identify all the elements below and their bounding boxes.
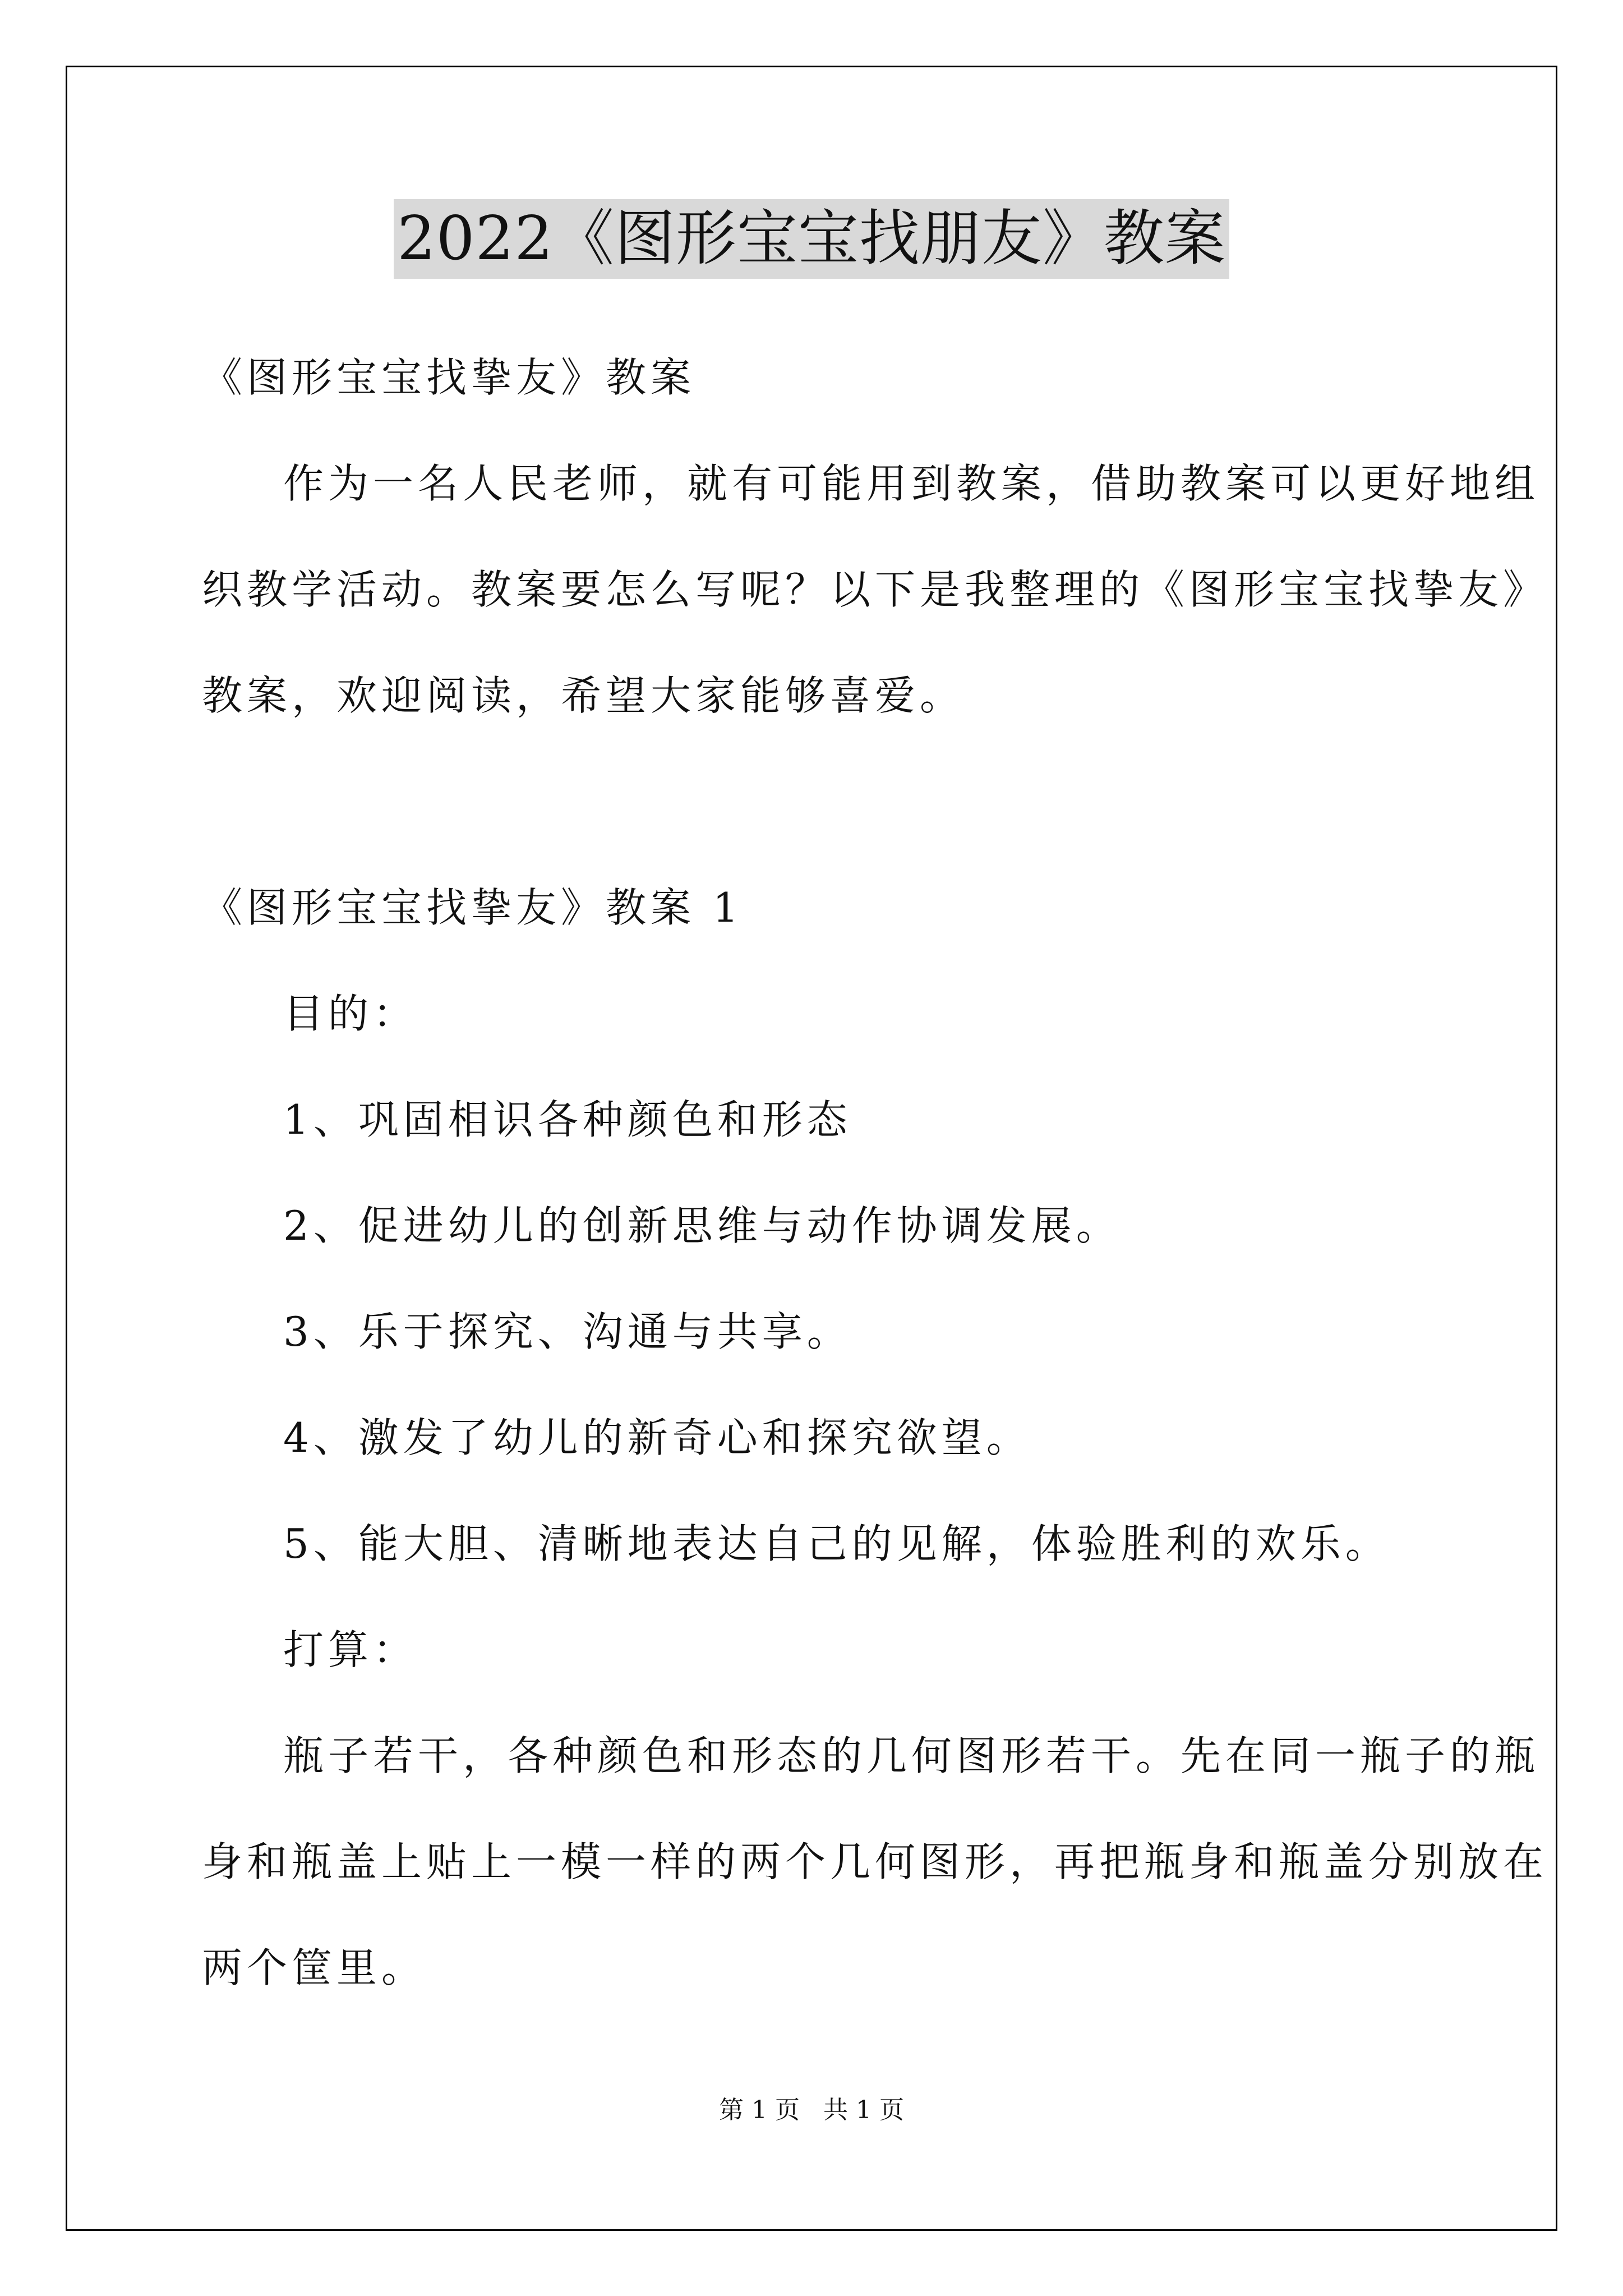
list-item: 3、乐于探究、沟通与共享。	[283, 1308, 852, 1355]
page-footer	[0, 2093, 1623, 2127]
list-item: 1、巩固相识各种颜色和形态	[283, 1096, 852, 1143]
section-heading: 《图形宝宝找挚友》教案 1	[202, 884, 743, 931]
list-item: 4、激发了幼儿的新奇心和探究欲望。	[283, 1414, 1031, 1461]
paragraph-line: 教案，欢迎阅读，希望大家能够喜爱。	[202, 672, 965, 719]
list-item: 2、促进幼儿的创新思维与动作协调发展。	[283, 1202, 1121, 1249]
heading-main: 《图形宝宝找挚友》教案	[202, 354, 696, 401]
document-title: 2022《图形宝宝找朋友》教案	[394, 199, 1229, 279]
page-number: 第 1 页	[719, 2096, 800, 2124]
page-total: 共 1 页	[823, 2096, 904, 2124]
paragraph-line: 织教学活动。教案要怎么写呢？以下是我整理的《图形宝宝找挚友》	[202, 566, 1548, 613]
paragraph-line: 两个筐里。	[202, 1944, 427, 1991]
paragraph-line: 打算：	[283, 1626, 418, 1673]
paragraph-line: 瓶子若干，各种颜色和形态的几何图形若干。先在同一瓶子的瓶	[283, 1732, 1540, 1779]
list-item: 5、能大胆、清晰地表达自己的见解，体验胜利的欢乐。	[283, 1520, 1390, 1567]
title-container	[0, 199, 1623, 279]
paragraph-line: 目的：	[283, 990, 418, 1037]
paragraph-line: 身和瓶盖上贴上一模一样的两个几何图形，再把瓶身和瓶盖分别放在	[202, 1838, 1548, 1885]
paragraph-line: 作为一名人民老师，就有可能用到教案，借助教案可以更好地组	[283, 460, 1540, 507]
